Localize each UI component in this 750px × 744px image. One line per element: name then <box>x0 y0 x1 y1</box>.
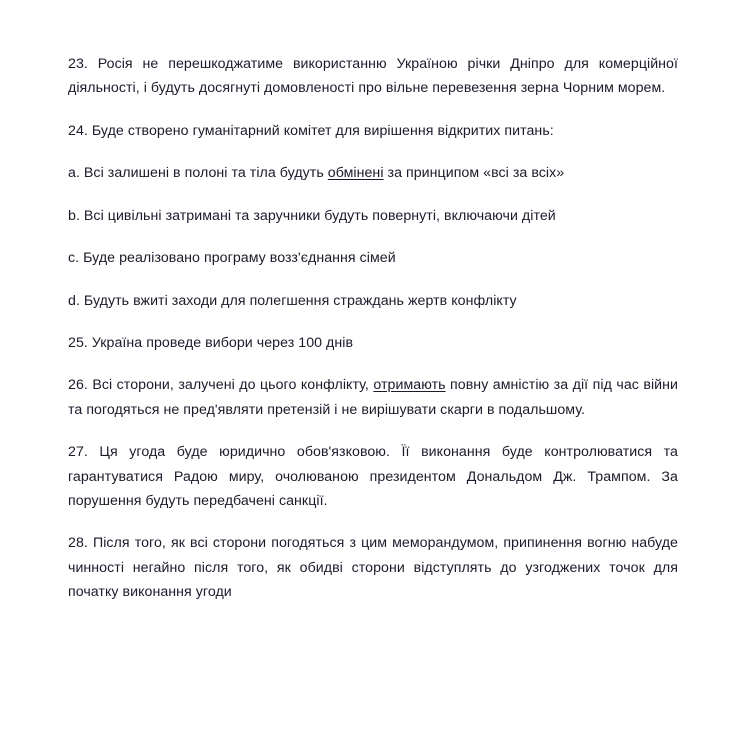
text-run: 23. Росія не перешкоджатиме використанню Україною річки Дніпро для комерційної діяльності, і будуть досягнуті домовленості про вільне перевезення зерна Чорним морем. <box>68 56 678 97</box>
text-run: c. Буде реалізовано програму возз'єднання сімей <box>68 250 396 267</box>
text-run: повну амністію за дії під час війни та погодяться не пред'являти претензій і не вирішувати скарги в подальшому. <box>68 377 678 418</box>
text-run: за принципом «всі за всіх» <box>383 165 565 182</box>
text-run: a. Всі залишені в полоні та тіла будуть <box>68 165 328 182</box>
text-run: 27. Ця угода буде юридично обов'язковою. Її виконання буде контролюватися та гарантуватися Радою миру, очолюваною президентом Дональдом Дж. Трампом. За порушення будуть передбачені санкції. <box>68 444 678 510</box>
document-body <box>68 52 678 605</box>
paragraph-item-24b <box>68 204 678 228</box>
paragraph-item-28 <box>68 531 678 604</box>
paragraph-item-23 <box>68 52 678 101</box>
paragraph-item-24c <box>68 246 678 270</box>
paragraph-item-24a <box>68 161 678 185</box>
paragraph-item-25 <box>68 331 678 355</box>
paragraph-item-24 <box>68 119 678 143</box>
underlined-text: отримають <box>373 377 446 394</box>
text-run: 24. Буде створено гуманітарний комітет для вирішення відкритих питань: <box>68 122 554 139</box>
text-run: 28. Після того, як всі сторони погодяться з цим меморандумом, припинення вогню набуде чинності негайно після того, як обидві сторони відступлять до узгоджених точок для початку виконання угоди <box>68 535 678 601</box>
paragraph-item-24d <box>68 289 678 313</box>
text-run: d. Будуть вжиті заходи для полегшення страждань жертв конфлікту <box>68 292 517 309</box>
underlined-text: обмінені <box>327 165 384 182</box>
text-run: 25. Україна проведе вибори через 100 днів <box>68 334 354 351</box>
paragraph-item-26 <box>68 373 678 422</box>
text-run: 26. Всі сторони, залучені до цього конфлікту, <box>68 377 374 394</box>
text-run: b. Всі цивільні затримані та заручники будуть повернуті, включаючи дітей <box>68 207 556 224</box>
paragraph-item-27 <box>68 440 678 513</box>
